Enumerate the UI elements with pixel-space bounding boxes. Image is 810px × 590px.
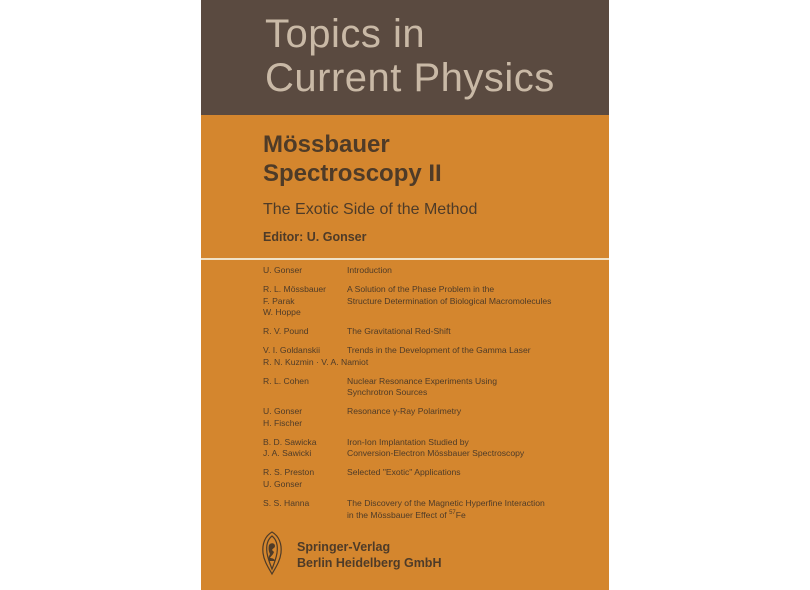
chapter-line-prefix: in the Mössbauer Effect of — [347, 509, 450, 520]
chapter-line: Selected "Exotic" Applications — [347, 467, 461, 478]
entry-authors — [263, 406, 347, 429]
contents-entry — [263, 467, 603, 490]
author-name: R. N. Kuzmin · V. A. Namiot — [263, 356, 369, 367]
contents-entry — [263, 437, 603, 460]
entry-chapter-title — [347, 326, 603, 338]
author-name: R. L. Mössbauer — [263, 283, 327, 294]
author-name: V. I. Goldanskii — [263, 345, 321, 356]
book-subtitle: The Exotic Side of the Method — [263, 201, 478, 218]
series-title — [265, 12, 555, 100]
author-name: R. L. Cohen — [263, 375, 309, 386]
entry-authors — [263, 326, 347, 338]
book-cover — [201, 0, 609, 590]
entry-authors — [263, 376, 347, 399]
author-name: U. Gonser — [263, 265, 303, 275]
chapter-line — [347, 510, 603, 522]
contents-entry — [263, 345, 603, 368]
entry-chapter-title — [347, 345, 603, 368]
entry-chapter-title — [347, 284, 603, 319]
contents-entry — [263, 406, 603, 429]
author-name: S. S. Hanna — [263, 498, 310, 509]
entry-authors — [263, 498, 347, 521]
chapter-line: A Solution of the Phase Problem in the — [347, 283, 495, 294]
author-name: R. V. Pound — [263, 326, 309, 337]
series-band — [201, 0, 609, 115]
book-title — [263, 130, 442, 188]
book-title-line1: Mössbauer — [263, 131, 390, 158]
author-name: F. Parak — [263, 295, 295, 306]
author-name: U. Gonser — [263, 479, 303, 490]
entry-authors — [263, 284, 347, 319]
author-name: U. Gonser — [263, 406, 303, 417]
chapter-line: The Gravitational Red-Shift — [347, 326, 451, 337]
springer-knight-icon — [259, 530, 285, 576]
element-symbol: Fe — [455, 509, 466, 520]
entry-authors — [263, 345, 369, 368]
chapter-line: The Discovery of the Magnetic Hyperfine Interaction — [347, 498, 545, 509]
chapter-line: Nuclear Resonance Experiments Using — [347, 375, 497, 386]
chapter-line: Synchrotron Sources — [347, 387, 428, 398]
editor-credit: Editor: U. Gonser — [263, 230, 367, 244]
divider — [201, 258, 609, 260]
entry-chapter-title — [347, 467, 603, 490]
series-title-line2: Current Physics — [265, 56, 555, 100]
chapter-line: Trends in the Development of the Gamma Laser — [347, 345, 531, 356]
isotope-mass-number: 57 — [449, 509, 456, 516]
chapter-line: Resonance γ-Ray Polarimetry — [347, 406, 462, 417]
series-title-line1: Topics in — [265, 12, 426, 56]
contents-entry — [263, 498, 603, 521]
contents-list — [263, 265, 603, 529]
author-name: B. D. Sawicka — [263, 436, 317, 447]
entry-chapter-title — [347, 265, 603, 277]
author-name: R. S. Preston — [263, 467, 315, 478]
entry-chapter-title — [347, 406, 603, 429]
entry-chapter-title — [347, 376, 603, 399]
publisher-line2: Berlin Heidelberg GmbH — [297, 556, 442, 570]
author-name: J. A. Sawicki — [263, 448, 312, 459]
publisher — [297, 539, 441, 571]
author-name: W. Hoppe — [263, 307, 301, 318]
publisher-line1: Springer-Verlag — [297, 540, 391, 554]
entry-authors — [263, 437, 347, 460]
contents-entry — [263, 376, 603, 399]
entry-authors — [263, 265, 347, 277]
contents-entry — [263, 265, 603, 277]
contents-entry — [263, 326, 603, 338]
entry-chapter-title — [347, 437, 603, 460]
chapter-line: Iron-Ion Implantation Studied by — [347, 436, 469, 447]
entry-authors — [263, 467, 347, 490]
chapter-line: Conversion-Electron Mössbauer Spectroscopy — [347, 448, 525, 459]
author-name: H. Fischer — [263, 417, 303, 428]
chapter-line: Structure Determination of Biological Macromolecules — [347, 295, 552, 306]
contents-entry — [263, 284, 603, 319]
book-title-line2: Spectroscopy II — [263, 160, 442, 187]
chapter-line: Introduction — [347, 265, 392, 275]
entry-chapter-title — [347, 498, 603, 521]
